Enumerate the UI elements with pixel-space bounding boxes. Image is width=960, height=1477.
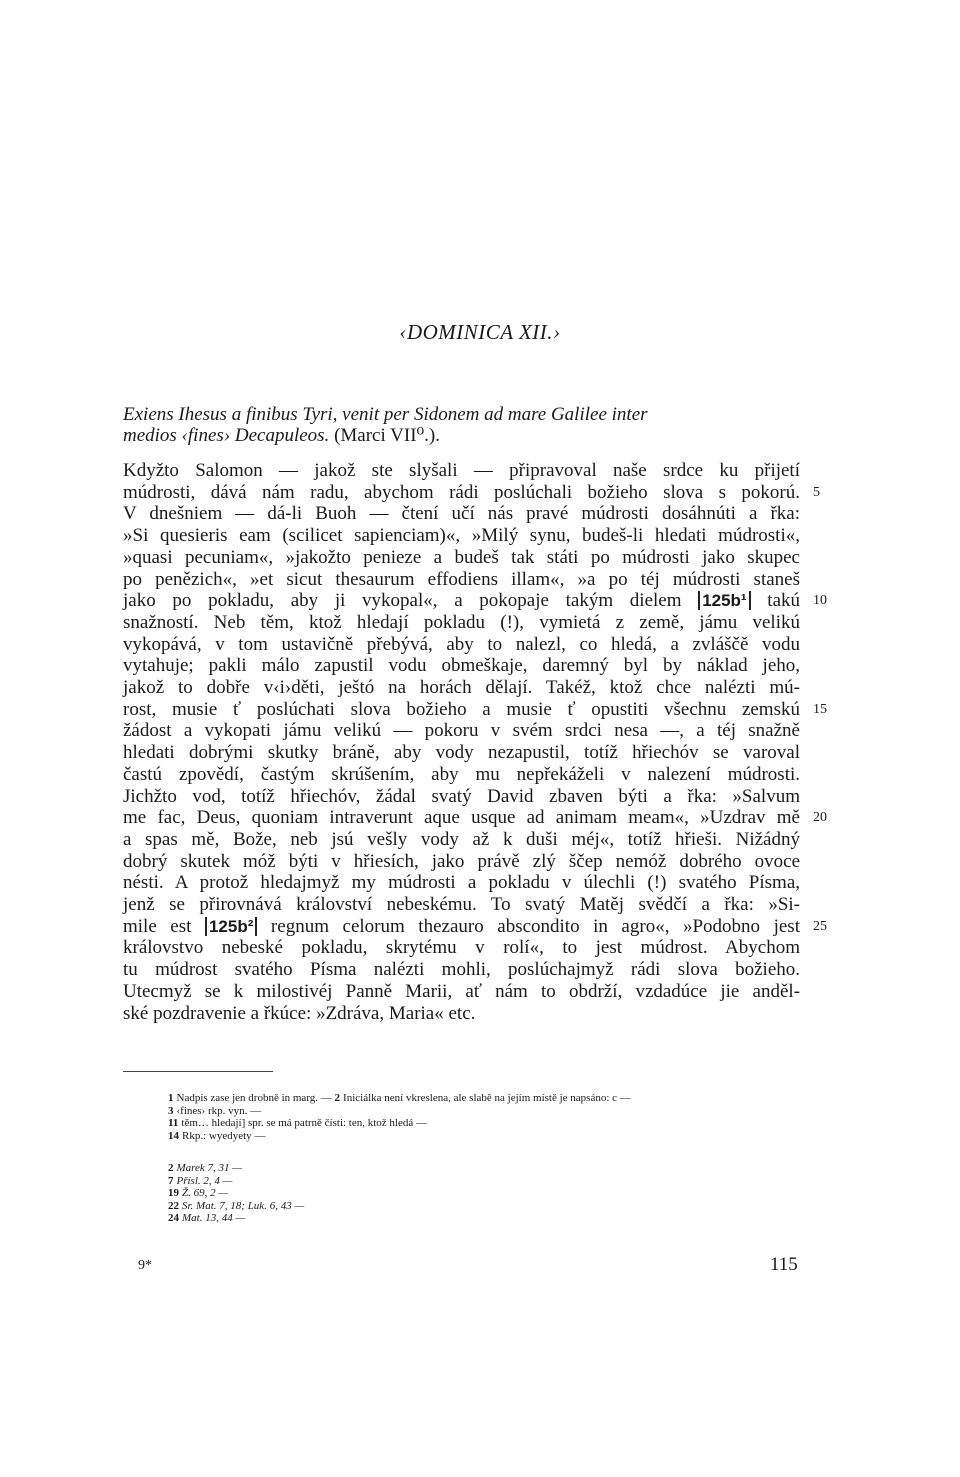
footnote-number: 1: [168, 1092, 174, 1104]
text-line: [123, 590, 800, 612]
folio-marker: 125b²: [205, 917, 257, 936]
line-number: 20: [813, 810, 827, 826]
source-note-number: 2: [168, 1162, 174, 1174]
footnote: [168, 1092, 631, 1105]
folio-marker: 125b¹: [698, 591, 750, 610]
text-line: snažností. Neb těm, ktož hledají pokladu (!), vymietá z země, jámu velikú: [123, 611, 800, 633]
text-line: po penězich«, »et sicut thesaurum effodiens illam«, »a po téj múdrosti staneš: [123, 568, 800, 590]
line-number: 10: [813, 593, 827, 609]
source-note-text: Marek 7, 31 —: [176, 1162, 243, 1174]
source-note: [168, 1175, 304, 1188]
source-note: [168, 1212, 304, 1225]
text-line: žádost a vykopati jámu velikú — pokoru v svém srdci nesa —, a téj snažně: [123, 720, 800, 742]
text-segment: regnum celorum thezauro abscondito in agro«, »Podobno jest: [257, 915, 800, 937]
text-line: vytahuje; pakli málo zapustil vodu obmeškaje, daremný byl by náklad jeho,: [123, 655, 800, 677]
text-line: nésti. A protož hledajmyž my múdrosti a pokladu v úlechli (!) svatého Písma,: [123, 872, 800, 894]
lemma-line-2-reference: (Marci VII⁰.).: [329, 425, 440, 446]
section-heading: ‹DOMINICA XII.›: [399, 320, 561, 344]
text-line: ské pozdravenie a řkúce: »Zdráva, Maria« etc.: [123, 1002, 476, 1024]
text-line: dobrý skutek móž býti v hřiesích, jako právě zlý ščep nemóž dobrého ovoce: [123, 850, 800, 872]
text-line: V dnešniem — dá-li Buoh — čtení učí nás pravé múdrosti dosáhnúti a řka:: [123, 503, 800, 525]
text-line: [123, 916, 800, 938]
footnote-number: 2: [334, 1092, 341, 1104]
source-note-text: Sr. Mat. 7, 18; Luk. 6, 43 —: [182, 1199, 305, 1212]
text-line: častú zpovědí, častým skrúšením, aby mu nepřekáželi v nalezení múdrosti.: [123, 763, 800, 785]
lemma-line-2: [123, 425, 800, 446]
text-line: jakož to dobře v‹i›děti, ještó na horách dělají. Takéž, ktož chce nalézti mú-: [123, 677, 800, 698]
text-line: »Si quesieris eam (scilicet sapienciam)«, »Milý synu, budeš-li hledati múdrosti«,: [123, 525, 800, 547]
source-note-text: Mat. 13, 44 —: [182, 1212, 246, 1225]
text-line: rost, musie ť poslúchati slova božieho a musie ť opustiti všechnu zemskú: [123, 698, 800, 720]
footnote-divider: [123, 1071, 273, 1072]
line-number: 5: [813, 484, 820, 500]
source-note-number: 24: [168, 1212, 179, 1225]
text-segment: mile est: [123, 915, 205, 937]
footnote-text: Rkp.: wyedyety —: [182, 1129, 266, 1142]
footnote: [168, 1130, 631, 1143]
footnote-text: těm… hledají] spr. se má patrně čísti: ten, ktož hledá —: [181, 1117, 428, 1130]
line-number: 15: [813, 701, 827, 717]
lemma-line-2-italic: medios ‹fines› Decapuleos.: [123, 425, 330, 446]
source-note-text: Ž. 69, 2 —: [182, 1187, 229, 1200]
text-line: tu múdrost svatého Písma nalézti mohli, poslúchajmyž rádi slova božieho.: [123, 959, 800, 981]
text-line: Jichžto vod, totíž hřiechóv, žádal svatý David zbaven býti a řka: »Salvum: [123, 785, 800, 807]
signature-mark: 9*: [138, 1258, 152, 1273]
source-references: [168, 1162, 304, 1225]
footnote-text: ‹fines› rkp. vyn. —: [176, 1104, 262, 1117]
source-note-number: 19: [168, 1187, 179, 1200]
text-line: Utecmyž se k milostivéj Panně Marii, ať nám to obdrží, vzdadúce jie anděl-: [123, 980, 800, 1002]
text-line: hledati dobrými skutky bráně, aby vody nezapustil, totíž hřiechóv se varoval: [123, 742, 800, 764]
footnote-number: 11: [168, 1117, 179, 1130]
source-note-number: 7: [168, 1174, 174, 1187]
text-line: me fac, Deus, quoniam intraverunt aque usque ad animam meam«, »Uzdrav mě: [123, 807, 800, 829]
source-note: [168, 1162, 304, 1175]
text-line: »quasi pecuniam«, »jakožto penieze a budeš tak státi po múdrosti jako skupec: [123, 546, 800, 568]
footnote-number: 3: [168, 1104, 174, 1117]
text-segment: takú: [750, 590, 800, 612]
line-number: 25: [813, 918, 827, 934]
text-line: jenž se přirovnává království nebeskému. To svatý Matěj svědčí a řka: »Si-: [123, 894, 800, 915]
page-number: 115: [770, 1254, 798, 1275]
critical-apparatus: [168, 1092, 631, 1142]
footnote-text: Nadpis zase jen drobně in marg. —: [176, 1092, 332, 1104]
text-line: vykopává, v tom ustavičně přebývá, aby to nalezl, co hledá, a zvláščě vodu: [123, 633, 800, 655]
source-note: [168, 1200, 304, 1213]
lemma-line-1: Exiens Ihesus a finibus Tyri, venit per Sidonem ad mare Galilee inter: [123, 404, 648, 425]
text-segment: jako po pokladu, aby ji vykopal«, a pokopaje takým dielem: [123, 590, 699, 612]
text-line: královstvo nebeské pokladu, skrytému v rolí«, to jest múdrost. Abychom: [123, 937, 800, 959]
source-note-text: Přísl. 2, 4 —: [176, 1174, 233, 1187]
text-line: múdrosti, dává nám radu, abychom rádi poslúchali božieho slova s pokorú.: [123, 481, 800, 503]
gospel-lemma: [123, 404, 800, 446]
footnote: [168, 1117, 631, 1130]
text-line: a spas mě, Bože, neb jsú vešly vody až k duši méj«, totíž hřieši. Nižádný: [123, 828, 800, 850]
source-note-number: 22: [168, 1199, 179, 1212]
footnote-number: 14: [168, 1129, 179, 1142]
text-line: Kdyžto Salomon — jakož ste slyšali — připravoval naše srdce ku přijetí: [123, 460, 800, 481]
footnote-text: Iniciálka není vkreslena, ale slabě na jejím místě je napsáno: c —: [343, 1092, 631, 1104]
source-note: [168, 1187, 304, 1200]
footnote: [168, 1105, 631, 1118]
